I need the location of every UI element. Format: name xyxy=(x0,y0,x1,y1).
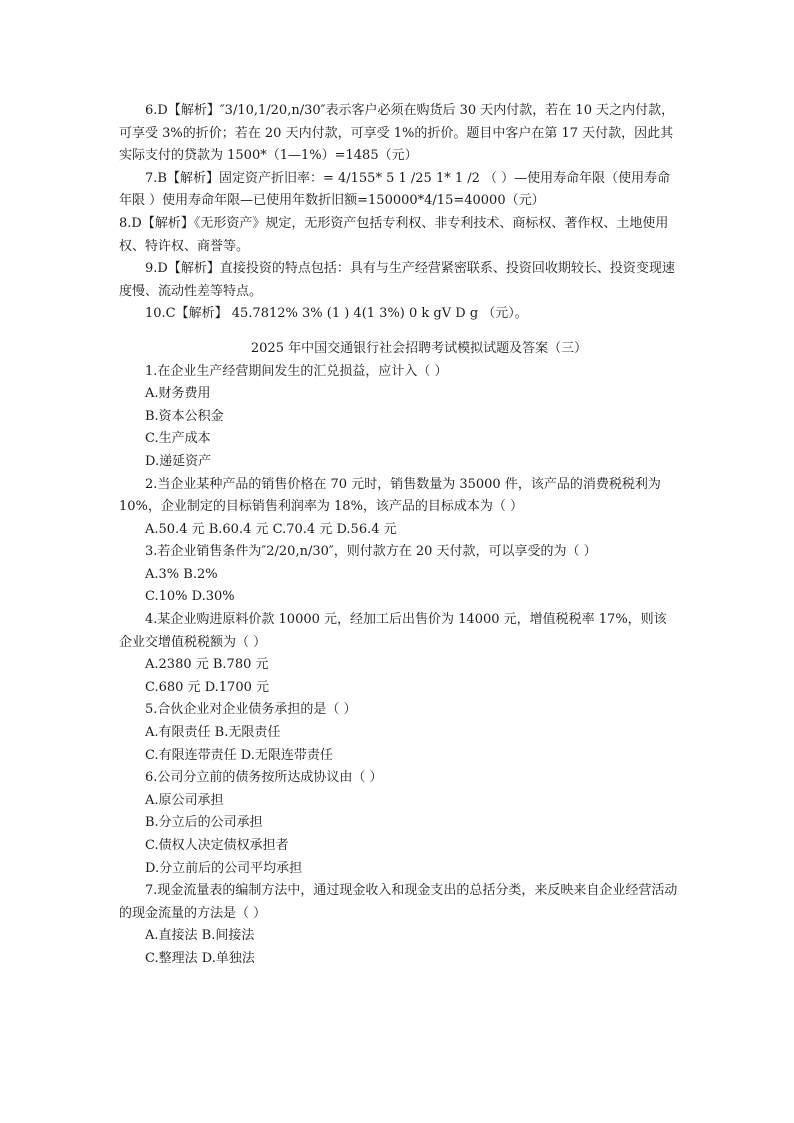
answer-explanation-8 xyxy=(119,213,679,258)
question-option: D.分立前后的公司平均承担 xyxy=(145,860,303,876)
question-option: C.整理法 D.单独法 xyxy=(145,950,255,966)
answer-text: 直接投资的特点包括：具有与生产经营紧密联系、投资回收期较长、投资变现速度慢、流动性差等特点。 xyxy=(119,261,675,299)
section-title: 2025 年中国交通银行社会招聘考试模拟试题及答案（三） xyxy=(250,340,588,356)
answer-explanation-6 xyxy=(119,100,679,168)
answer-text: 《无形资产》规定，无形资产包括专利权、非专利技术、商标权、著作权、土地使用权、特许权、商誉等。 xyxy=(119,215,669,254)
question-stem: 3.若企业销售条件为″2/20,n/30″，则付款方在 20 天付款，可以享受的为（ ） xyxy=(145,544,597,560)
question-option: A.3% B.2% xyxy=(145,566,218,582)
question-option: C.债权人决定债权承担者 xyxy=(145,838,289,853)
answer-label: 10.C【解析】 xyxy=(145,306,228,322)
question-option: A.财务费用 xyxy=(145,386,211,402)
question-option: B.分立后的公司承担 xyxy=(145,815,263,831)
question-option: A.原公司承担 xyxy=(145,792,224,808)
answer-label: 7.B【解析】 xyxy=(145,170,219,186)
document-body xyxy=(119,100,679,971)
question-option: A.直接法 B.间接法 xyxy=(145,928,255,944)
answer-text: ″3/10,1/20,n/30″表示客户必须在购货后 30 天内付款，若在 10 天之内付款，可享受 3%的折价；若在 20 天内付款，可享受 1%的折价。题目中客户在第 17 天付款，因此其实际支付的贷款为 1500*（1—1%）=1485（元） xyxy=(119,103,675,164)
question-option: A.50.4 元 B.60.4 元 C.70.4 元 D.56.4 元 xyxy=(145,521,397,537)
question-stem: 7.现金流量表的编制方法中，通过现金收入和现金支出的总括分类，来反映来自企业经营活动的现金流量的方法是（ ） xyxy=(119,883,678,921)
question-option: C.有限连带责任 D.无限连带责任 xyxy=(145,747,333,763)
question-option: C.生产成本 xyxy=(145,431,211,447)
question-stem: 2.当企业某种产品的销售价格在 70 元时，销售数量为 35000 件，该产品的消费税税利为 10%，企业制定的目标销售利润率为 18%，该产品的目标成本为（ ） xyxy=(119,476,661,515)
question-stem: 1.在企业生产经营期间发生的汇兑损益，应计入（ ） xyxy=(145,363,448,379)
question-option: A.2380 元 B.780 元 xyxy=(145,657,269,673)
question-option: B.资本公积金 xyxy=(145,408,224,424)
question-option: D.递延资产 xyxy=(145,453,212,469)
question-stem: 5.合伙企业对企业债务承担的是（ ） xyxy=(145,702,357,718)
answer-label: 8.D【解析】 xyxy=(119,215,194,231)
answer-explanation-10 xyxy=(119,303,679,326)
question-option: C.680 元 D.1700 元 xyxy=(145,679,270,695)
answer-explanation-9 xyxy=(119,258,679,303)
answer-label: 9.D【解析】 xyxy=(145,261,220,277)
answer-label: 6.D【解析】 xyxy=(145,103,220,118)
answer-text: 45.7812% 3% (1 ) 4(1 3%) 0 k gV D g （元）。 xyxy=(227,306,528,322)
question-option: C.10% D.30% xyxy=(145,589,235,605)
question-stem: 6.公司分立前的债务按所达成协议由（ ） xyxy=(145,770,383,786)
answer-text: 固定资产折旧率：= 4/155* 5 1 /25 1* 1 /2 （ ）—使用寿命年限（使用寿命年限 ）使用寿命年限—已使用年数折旧额=150000*4/15=40000（元） xyxy=(119,170,671,209)
question-option: A.有限责任 B.无限责任 xyxy=(145,725,281,741)
question-stem: 4.某企业购进原料价款 10000 元，经加工后出售价为 14000 元，增值税税率 17%，则该企业交增值税税额为（ ） xyxy=(119,612,667,650)
answer-explanation-7 xyxy=(119,168,679,213)
